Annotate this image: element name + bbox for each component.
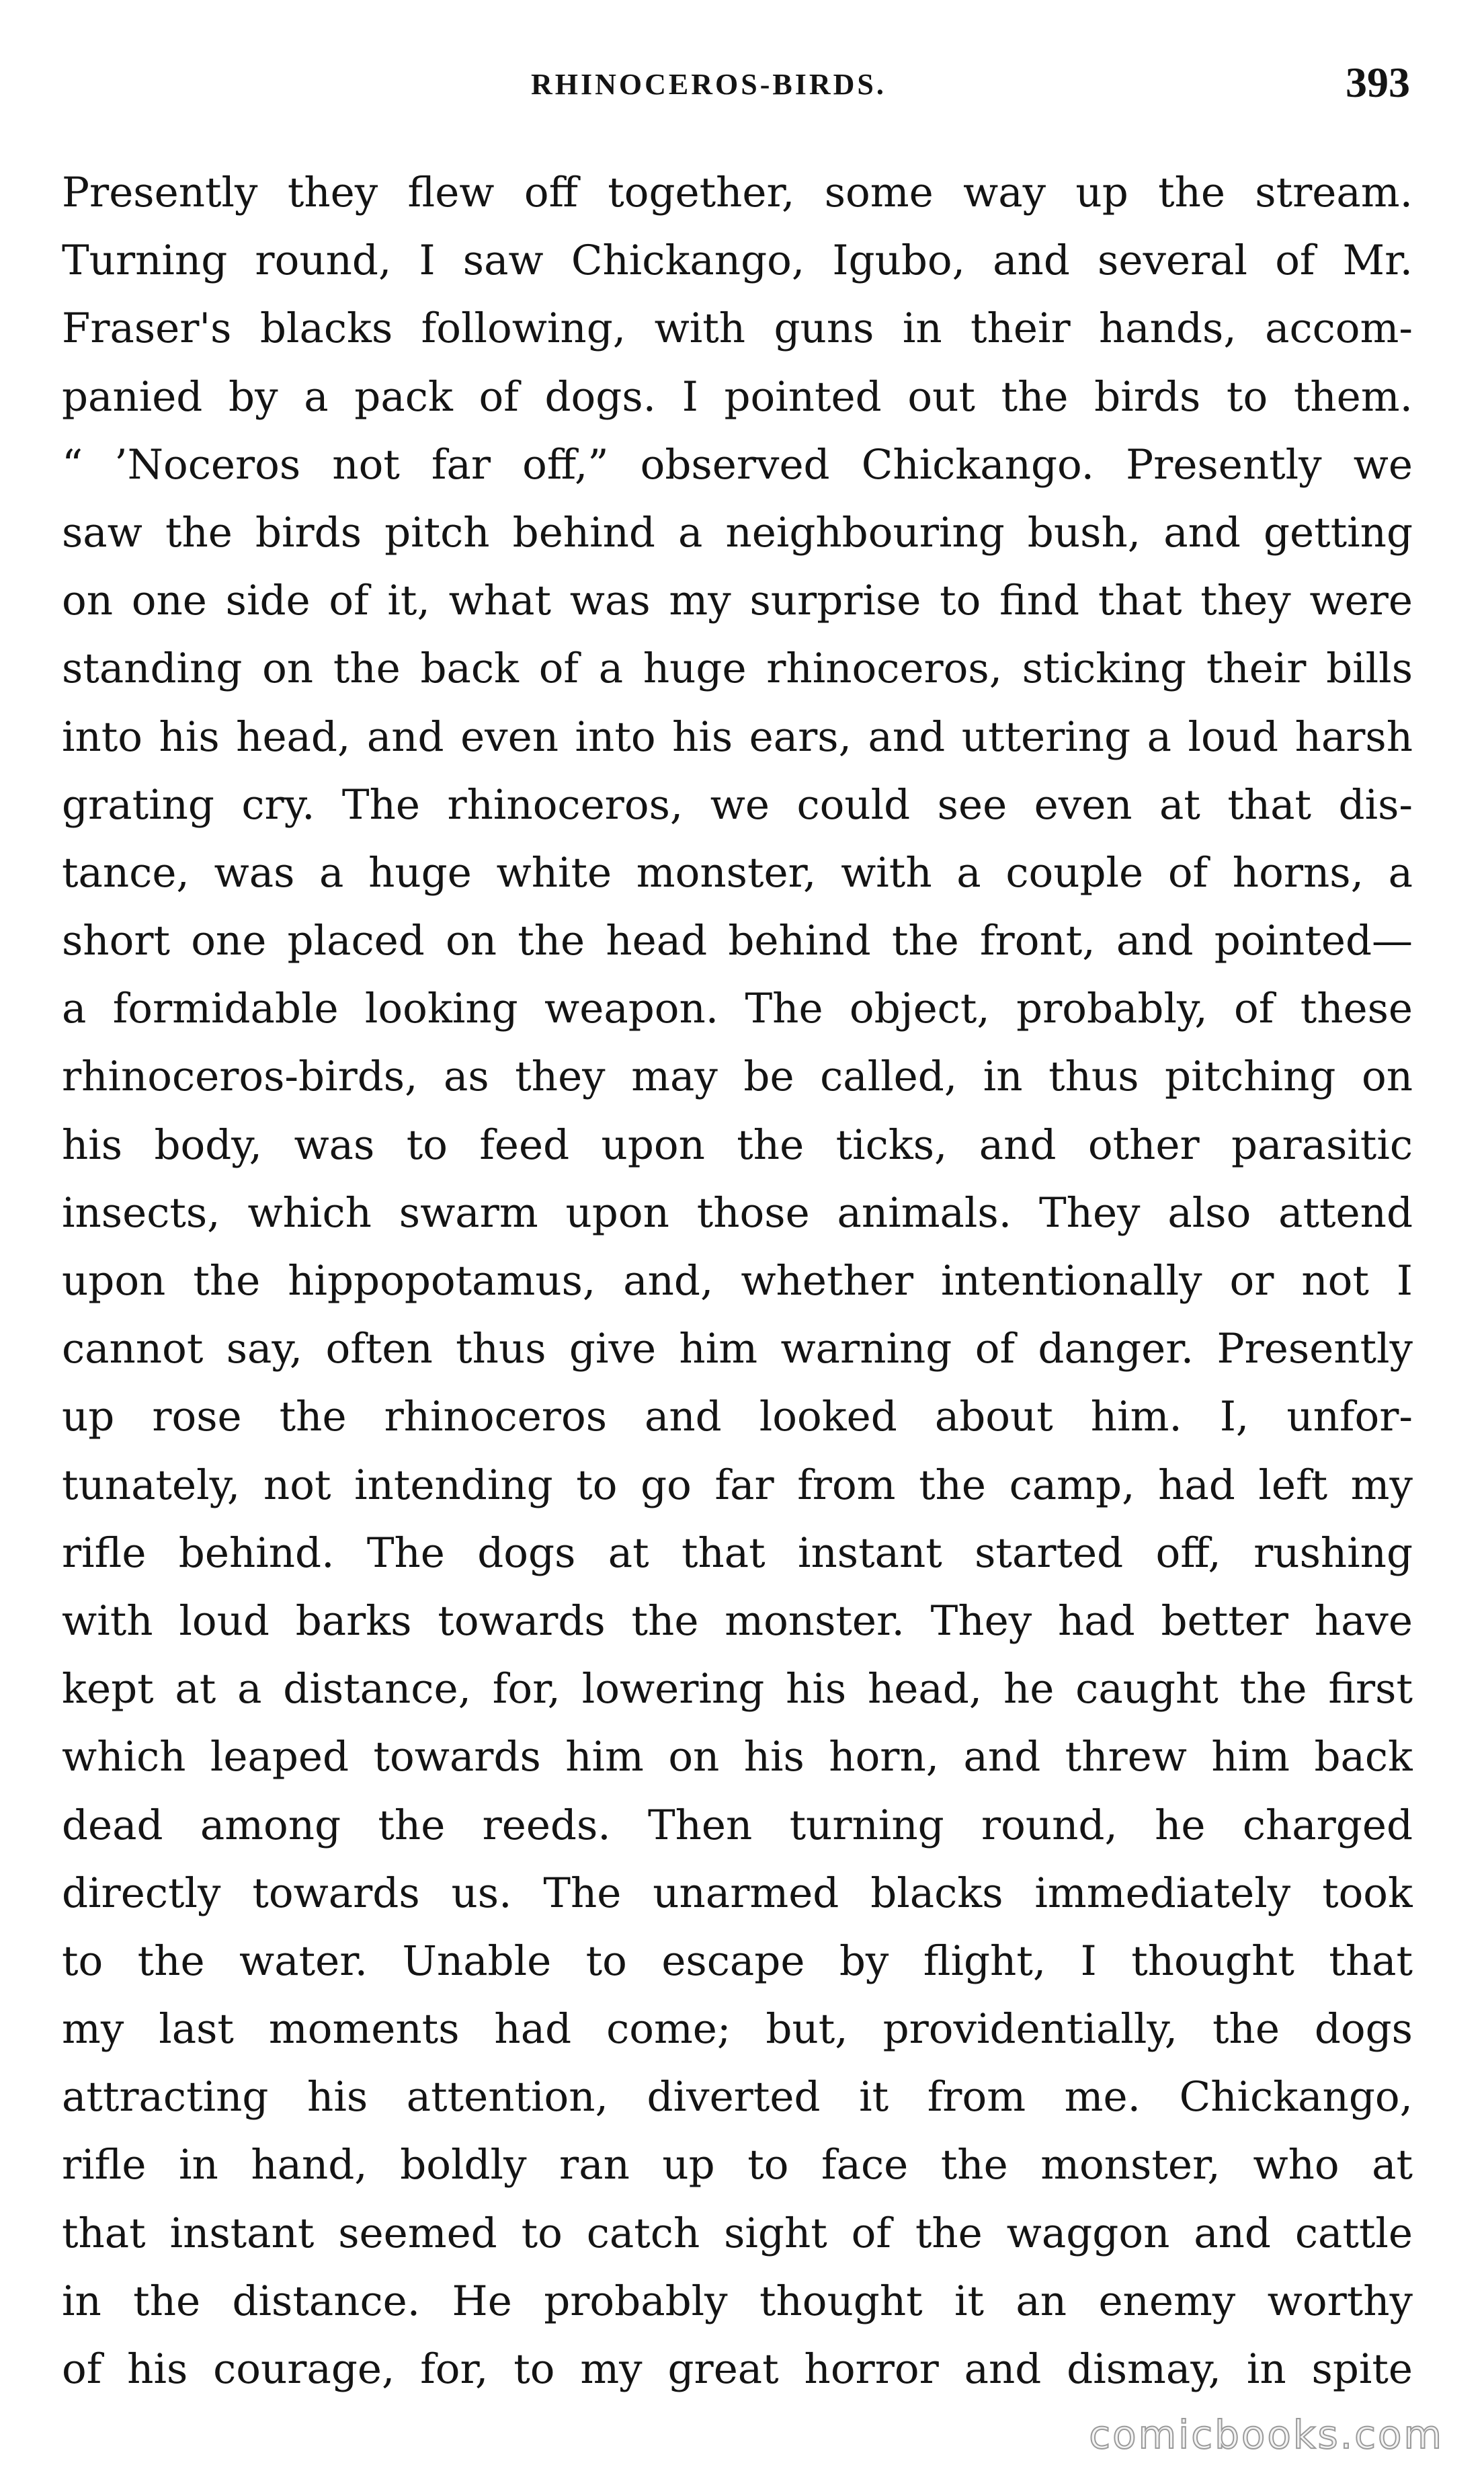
text-line: that instant seemed to catch sight of the waggon and cattle <box>62 2209 1413 2257</box>
text-line: dead among the reeds. Then turning round, he charged <box>62 1801 1413 1849</box>
text-line: his body, was to feed upon the ticks, and other parasitic <box>62 1121 1413 1169</box>
text-line: short one placed on the head behind the front, and pointed— <box>62 917 1413 965</box>
text-line: directly towards us. The unarmed blacks immediately took <box>62 1869 1413 1917</box>
text-line: kept at a distance, for, lowering his head, he caught the first <box>62 1665 1413 1713</box>
text-line: Fraser's blacks following, with guns in their hands, accom- <box>62 305 1413 353</box>
text-line: rifle behind. The dogs at that instant started off, rushing <box>62 1529 1413 1577</box>
text-line: Presently they flew off together, some way up the stream. <box>62 169 1413 216</box>
text-line: on one side of it, what was my surprise to find that they were <box>62 577 1413 625</box>
running-head <box>0 0 1484 134</box>
text-line: panied by a pack of dogs. I pointed out the birds to them. <box>62 372 1413 421</box>
page-number: 393 <box>1346 58 1410 106</box>
text-line: my last moments had come; but, providentially, the dogs <box>62 2005 1413 2054</box>
text-line: Turning round, I saw Chickango, Igubo, and several of Mr. <box>62 237 1413 285</box>
text-line: grating cry. The rhinoceros, we could see even at that dis- <box>62 780 1413 829</box>
text-line: up rose the rhinoceros and looked about him. I, unfor- <box>62 1393 1413 1441</box>
text-line: insects, which swarm upon those animals. They also attend <box>62 1188 1413 1237</box>
text-line: saw the birds pitch behind a neighbouring bush, and getting <box>62 508 1413 557</box>
text-line: into his head, and even into his ears, and uttering a loud harsh <box>62 713 1413 761</box>
text-line: of his courage, for, to my great horror and dismay, in spite <box>62 2345 1413 2393</box>
text-line: tance, was a huge white monster, with a couple of horns, a <box>62 848 1413 897</box>
text-line: cannot say, often thus give him warning of danger. Presently <box>62 1325 1413 1373</box>
text-line: attracting his attention, diverted it from me. Chickango, <box>62 2073 1413 2121</box>
text-line: to the water. Unable to escape by flight, I thought that <box>62 1937 1413 1985</box>
text-line: rifle in hand, boldly ran up to face the monster, who at <box>62 2141 1413 2189</box>
text-line: upon the hippopotamus, and, whether intentionally or not I <box>62 1257 1413 1305</box>
text-line: rhinoceros-birds, as they may be called, in thus pitching on <box>62 1053 1413 1101</box>
watermark: comicbooks.com <box>1089 2412 1444 2458</box>
text-line: standing on the back of a huge rhinoceros, sticking their bills <box>62 645 1413 693</box>
text-line: tunately, not intending to go far from the camp, had left my <box>62 1461 1413 1509</box>
running-title: RHINOCEROS-BIRDS. <box>531 68 887 101</box>
text-line: with loud barks towards the monster. They had better have <box>62 1596 1413 1645</box>
text-line: a formidable looking weapon. The object, probably, of these <box>62 985 1413 1033</box>
text-line: “ ’Noceros not far off,” observed Chickango. Presently we <box>62 440 1413 489</box>
text-line: in the distance. He probably thought it an enemy worthy <box>62 2277 1413 2325</box>
body-text <box>62 159 1413 2403</box>
text-line: which leaped towards him on his horn, and threw him back <box>62 1733 1413 1781</box>
